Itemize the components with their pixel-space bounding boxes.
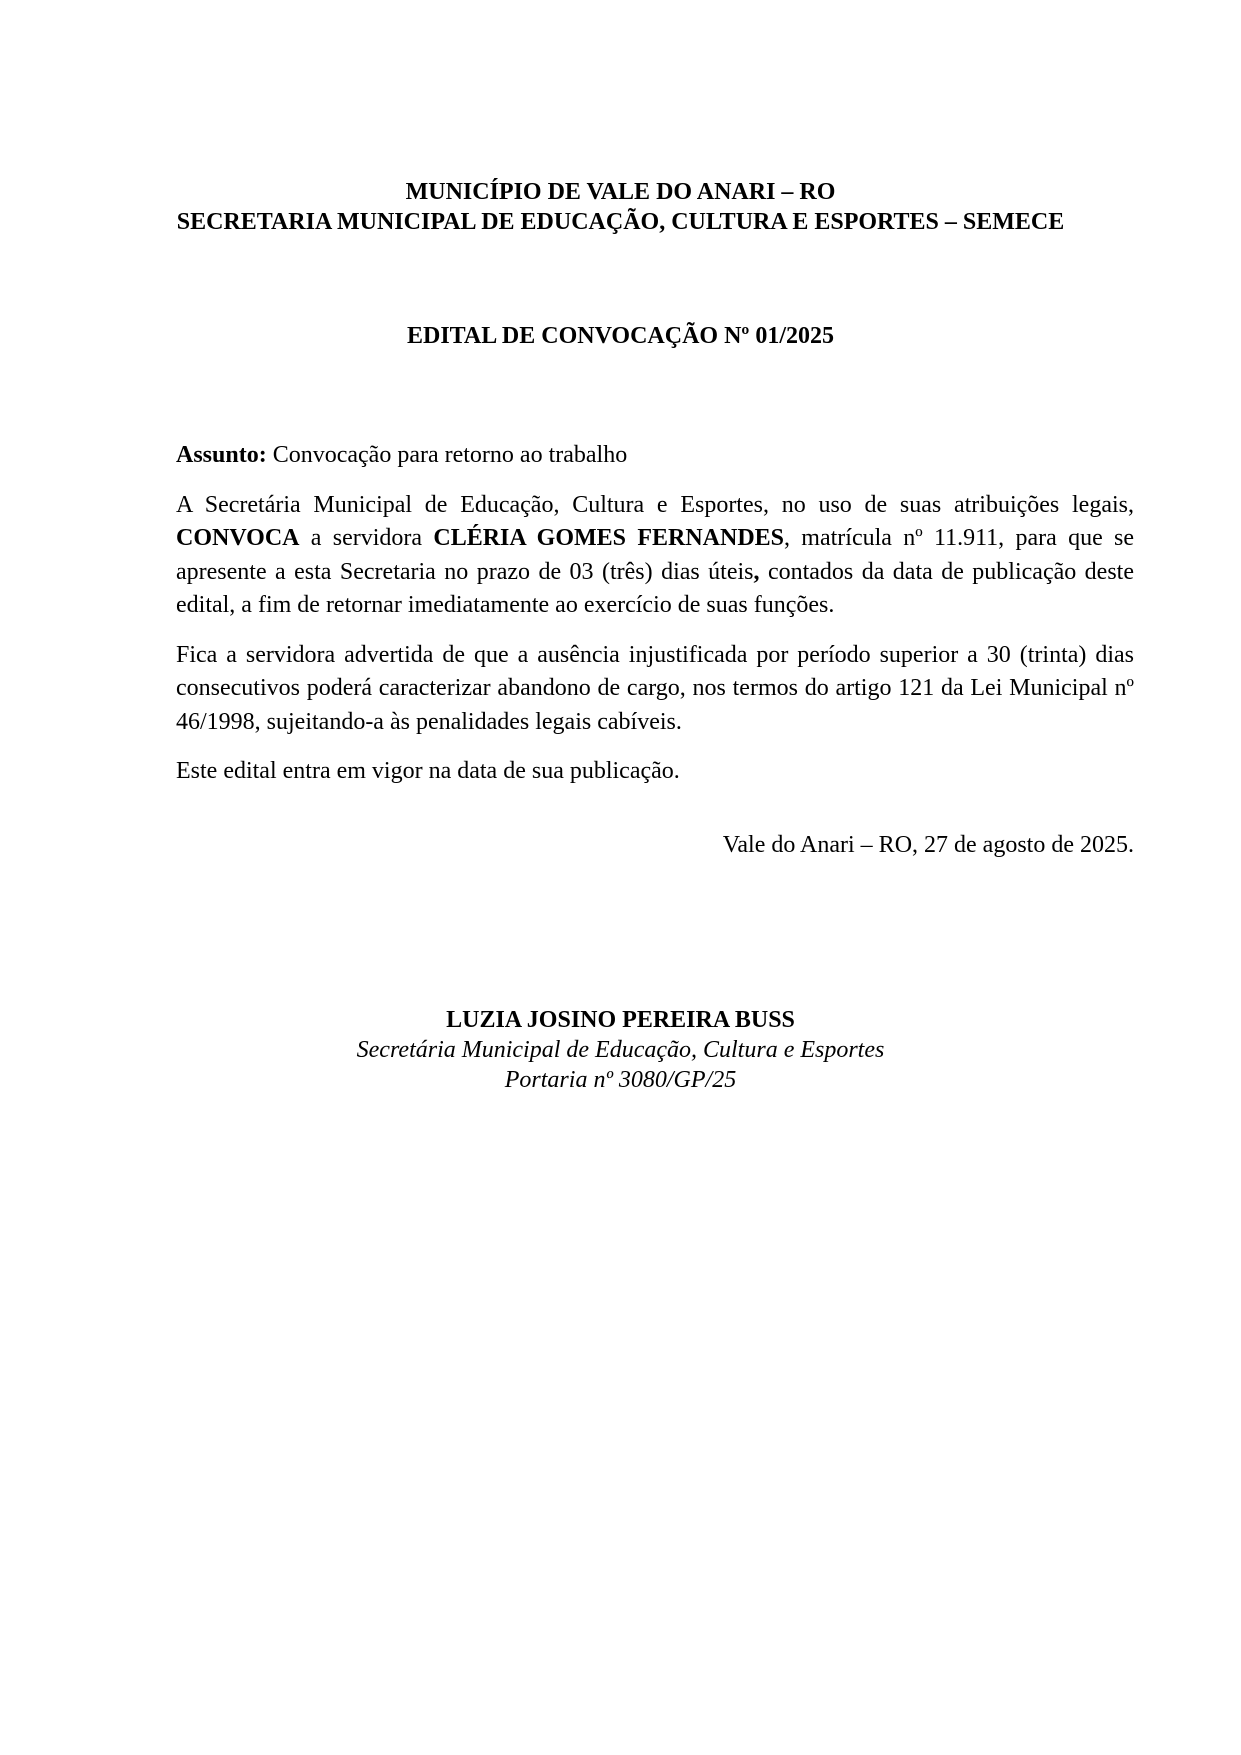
- paragraph1-part4: contados da data de publicação deste edital, a fim de retornar imediatamente ao exercício de suas funções.: [176, 558, 1134, 618]
- paragraph-warning: Fica a servidora advertida de que a ausência injustificada por período superior a 30 (trinta) dias consecutivos poderá caracterizar abandono de cargo, nos termos do artigo 121 da Lei Municipal nº 46/1998, sujeitando-a às penalidades legais cabíveis.: [176, 641, 1134, 735]
- signatory-ordinance: Portaria nº 3080/GP/25: [504, 1067, 737, 1093]
- document-header: [0, 177, 1241, 237]
- header-municipality: MUNICÍPIO DE VALE DO ANARI – RO: [405, 179, 836, 205]
- header-secretariat: SECRETARIA MUNICIPAL DE EDUCAÇÃO, CULTURA E ESPORTES – SEMECE: [176, 209, 1065, 235]
- paragraph1-part1: A Secretária Municipal de Educação, Cultura e Esportes, no uso de suas atribuições legais,: [176, 491, 1134, 518]
- paragraph1-part3: , matrícula nº 11.911, para que se apresente a esta Secretaria no prazo de 03 (três) dias úteis: [176, 525, 1135, 585]
- subject-text: Convocação para retorno ao trabalho: [266, 442, 628, 468]
- paragraph1-part2: a servidora: [299, 525, 434, 551]
- paragraph1-employee-name: CLÉRIA GOMES FERNANDES: [433, 525, 785, 551]
- date-line: Vale do Anari – RO, 27 de agosto de 2025.: [722, 832, 1134, 858]
- subject-line: [176, 439, 1134, 473]
- document-title: EDITAL DE CONVOCAÇÃO Nº 01/2025: [406, 323, 835, 349]
- paragraph1-comma: ,: [753, 558, 760, 585]
- paragraph1-convoca: CONVOCA: [176, 525, 300, 551]
- paragraph-convocation: [176, 489, 1134, 623]
- signatory-role: Secretária Municipal de Educação, Cultura e Esportes: [356, 1037, 885, 1063]
- signatory-name: LUZIA JOSINO PEREIRA BUSS: [446, 1007, 795, 1033]
- signature-block: [0, 1005, 1241, 1095]
- document-body: [176, 439, 1134, 805]
- subject-label: Assunto:: [176, 442, 267, 468]
- paragraph-effective: Este edital entra em vigor na data de sua publicação.: [176, 758, 680, 784]
